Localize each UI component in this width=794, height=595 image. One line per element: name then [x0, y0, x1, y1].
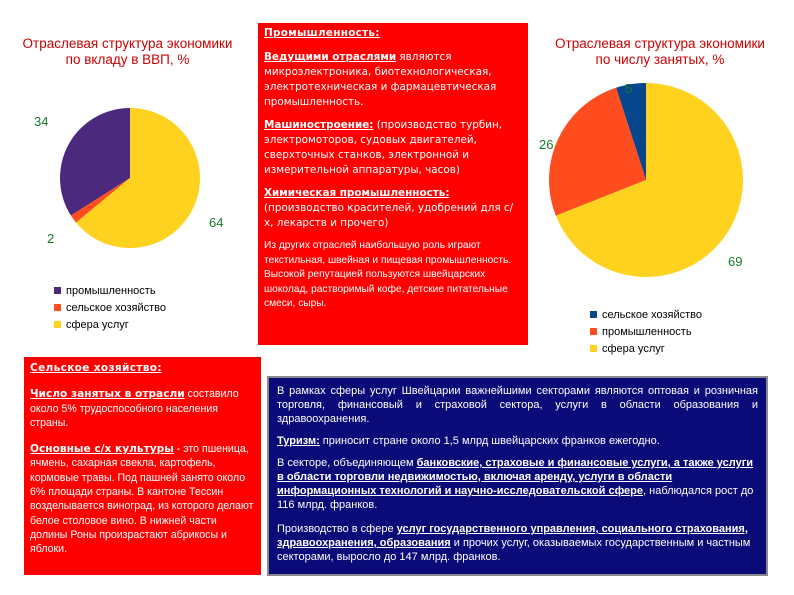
services-p4-bold: услуг государственного управления, социального страхования, здравоохранения, образования: [277, 523, 748, 549]
industry-paragraph-3: [264, 186, 522, 231]
left-label-industry: 34: [34, 114, 49, 129]
agriculture-box: [24, 357, 261, 575]
services-p4-pre: Производство в сфере: [277, 523, 397, 535]
agriculture-paragraph-1: [30, 387, 255, 430]
services-paragraph-3: [277, 456, 758, 512]
legend-label: промышленность: [602, 325, 692, 338]
services-paragraph-4: [277, 522, 758, 564]
legend-label: промышленность: [66, 284, 156, 297]
right-label-industry: 26: [539, 137, 554, 152]
services-box: [267, 376, 768, 576]
legend-label: сельское хозяйство: [602, 308, 703, 321]
industry-box: [258, 23, 528, 345]
services-p3-post: , наблюдался рост до 116 млрд. франков.: [277, 485, 754, 511]
legend-swatch-services: [54, 321, 61, 328]
left-legend-item-services: [54, 316, 166, 333]
services-paragraph-2: [277, 434, 758, 448]
services-p4-post: и прочих услуг, оказываемых государственным и частным секторами, выросло до 147 млрд. франков.: [277, 537, 751, 563]
industry-p3-text: (производство красителей, удобрений для с/х, лекарств и прочего): [264, 202, 514, 229]
legend-swatch-agriculture: [54, 304, 61, 311]
agriculture-p2-text: - это пшеница, ячмень, сахарная свекла, картофель, кормовые травы. Под пашней занято около 6% площади страны. В кантоне Тессин возделывается виноград, из которого делают белое столовое вино. В нижней части долины Роны произрастают абрикосы и яблоки.: [30, 443, 254, 556]
left-legend: [54, 282, 166, 333]
right-label-agriculture: 5: [625, 81, 633, 96]
services-p3-bold: банковские, страховые и финансовые услуги, а также услуги в области торговли недвижимостью, включая аренду, услуги в области информационных технологий и научно-исследовательской сфере: [277, 457, 754, 497]
legend-swatch-agriculture: [590, 311, 597, 318]
right-chart-title-line2: по числу занятых, %: [595, 52, 725, 67]
agriculture-p1-text: составило около 5% трудоспособного населения страны.: [30, 388, 239, 429]
industry-p1-lead: Ведущими отраслями: [264, 51, 397, 63]
legend-label: сельское хозяйство: [66, 301, 167, 314]
industry-paragraph-2: [264, 118, 522, 178]
legend-swatch-services: [590, 345, 597, 352]
right-pie-chart: [530, 0, 794, 300]
right-label-services: 69: [728, 254, 743, 269]
agriculture-heading: Сельское хозяйство:: [30, 362, 162, 374]
left-label-agriculture: 2: [47, 231, 55, 246]
agriculture-p1-lead: Число занятых в отрасли: [30, 388, 185, 401]
right-legend-item-agriculture: [590, 306, 702, 323]
services-paragraph-1: В рамках сферы услуг Швейцарии важнейшими секторами являются оптовая и розничная торговля, финансовый и страховой сектора, услуги в области образования и здравоохранения.: [277, 385, 758, 425]
right-legend: [590, 306, 702, 357]
legend-label: сфера услуг: [66, 318, 129, 331]
legend-swatch-industry: [590, 328, 597, 335]
services-p2-text: приносит стране около 1,5 млрд швейцарских франков ежегодно.: [319, 435, 660, 447]
right-legend-item-industry: [590, 323, 702, 340]
industry-paragraph-1: [264, 50, 522, 110]
left-chart-title-line2: по вкладу в ВВП, %: [65, 52, 190, 67]
industry-p3-lead: Химическая промышленность:: [264, 187, 450, 199]
left-label-services: 64: [209, 215, 224, 230]
right-chart-title-line1: Отраслевая структура экономики: [555, 36, 765, 51]
legend-swatch-industry: [54, 287, 61, 294]
industry-p1-text: являются микроэлектроника, биотехнологическая, электротехническая и фармацевтическая промышленность.: [264, 51, 497, 108]
agriculture-paragraph-2: [30, 442, 255, 556]
services-p2-lead: Туризм:: [277, 435, 320, 447]
left-pie-chart: [0, 0, 260, 300]
left-chart-title-line1: Отраслевая структура экономики: [22, 36, 233, 51]
right-legend-item-services: [590, 340, 702, 357]
left-legend-item-industry: [54, 282, 166, 299]
industry-p2-lead: Машиностроение:: [264, 119, 374, 131]
agriculture-p2-lead: Основные с/х культуры: [30, 443, 174, 456]
industry-p2-text: (производство турбин, электромоторов, судовых двигателей, сверхточных станков, электронной и измерительной аппаратуры, часов): [264, 119, 503, 176]
legend-label: сфера услуг: [602, 342, 665, 355]
services-p3-pre: В секторе, объединяющем: [277, 457, 417, 469]
industry-paragraph-4: Из других отраслей наибольшую роль играют текстильная, швейная и пищевая промышленность. Высокой репутацией пользуются швейцарских шоколад, растворимый кофе, детские питательные смеси, сыры.: [264, 240, 512, 309]
left-legend-item-agriculture: [54, 299, 166, 316]
industry-heading: Промышленность:: [264, 27, 380, 39]
